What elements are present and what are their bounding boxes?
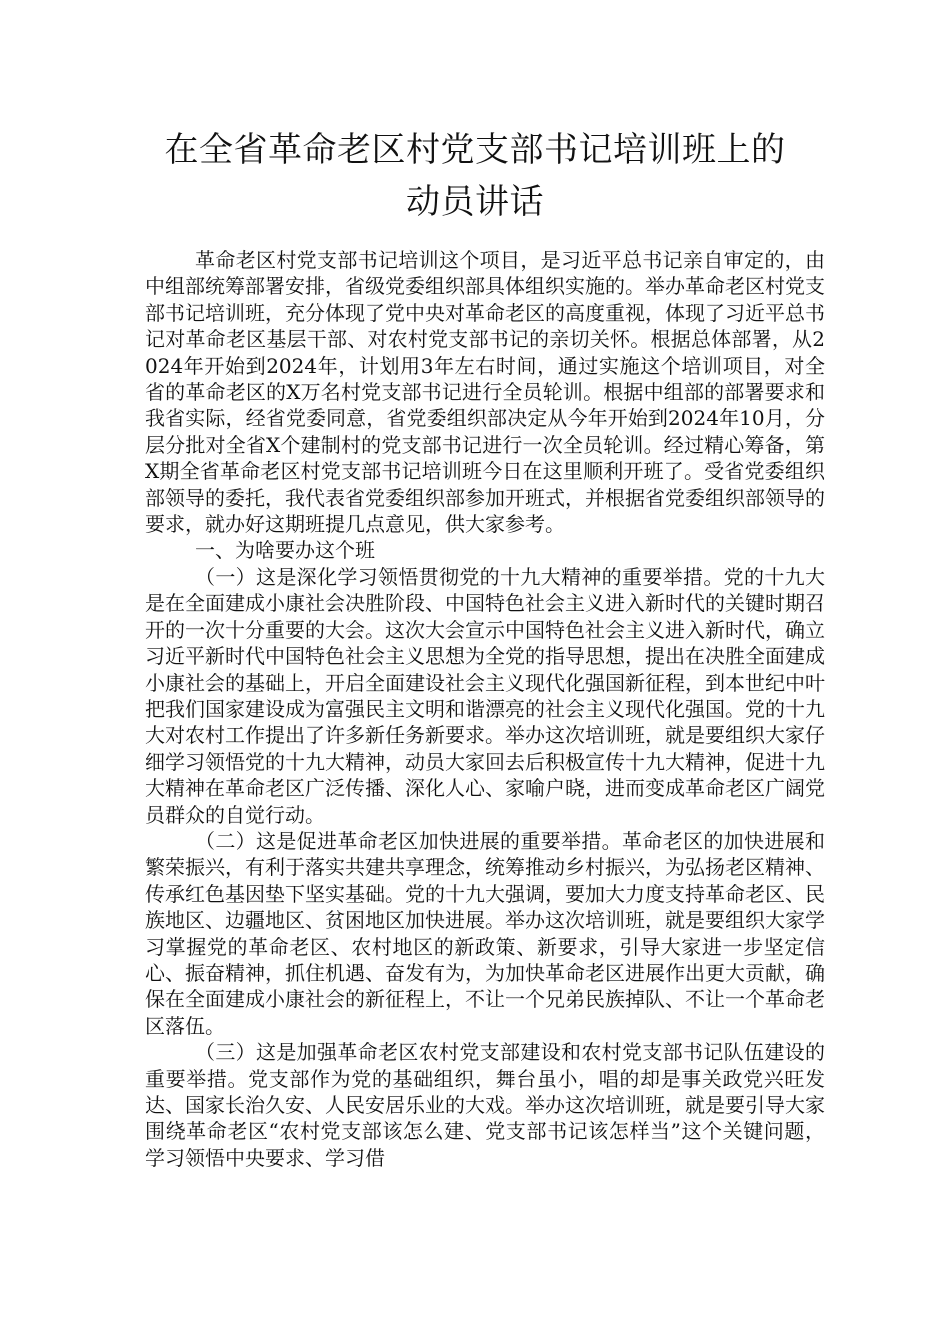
document-body [145,247,825,1171]
document-title [120,124,830,228]
paragraph-intro: 革命老区村党支部书记培训这个项目，是习近平总书记亲自审定的，由中组部统筹部署安排，省级党委组织部具体组织实施的。举办革命老区村党支部书记培训班，充分体现了党中央对革命老区的高度重视，体现了习近平总书记对革命老区基层干部、对农村党支部书记的亲切关怀。根据总体部署，从2024年开始到2024年，计划用3年左右时间，通过实施这个培训项目，对全省的革命老区的X万名村党支部书记进行全员轮训。根据中组部的部署要求和我省实际，经省党委同意，省党委组织部决定从今年开始到2024年10月，分层分批对全省X个建制村的党支部书记进行一次全员轮训。经过精心筹备，第X期全省革命老区村党支部书记培训班今日在这里顺利开班了。受省党委组织部领导的委托，我代表省党委组织部参加开班式，并根据省党委组织部领导的要求，就办好这期班提几点意见，供大家参考。 [145,248,825,537]
paragraph-point-2: （二）这是促进革命老区加快进展的重要举措。革命老区的加快进展和繁荣振兴，有利于落实共建共享理念，统筹推动乡村振兴，为弘扬老区精神、传承红色基因垫下坚实基础。党的十九大强调，要加大力度支持革命老区、民族地区、边疆地区、贫困地区加快进展。举办这次培训班，就是要组织大家学习掌握党的革命老区、农村地区的新政策、新要求，引导大家进一步坚定信心、振奋精神，抓住机遇、奋发有为，为加快革命老区进展作出更大贡献，确保在全面建成小康社会的新征程上，不让一个兄弟民族掉队、不让一个革命老区落伍。 [145,828,825,1038]
section-heading-1: 一、为啥要办这个班 [195,538,375,563]
title-line-2: 动员讲话 [406,182,544,222]
title-line-1: 在全省革命老区村党支部书记培训班上的 [164,130,786,170]
paragraph-point-3: （三）这是加强革命老区农村党支部建设和农村党支部书记队伍建设的重要举措。党支部作为党的基础组织，舞台虽小，唱的却是事关政党兴旺发达、国家长治久安、人民安居乐业的大戏。举办这次培训班，就是要引导大家围绕革命老区“农村党支部该怎么建、党支部书记该怎样当”这个关键问题，学习领悟中央要求、学习借 [145,1040,825,1170]
paragraph-point-1: （一）这是深化学习领悟贯彻党的十九大精神的重要举措。党的十九大是在全面建成小康社会决胜阶段、中国特色社会主义进入新时代的关键时期召开的一次十分重要的大会。这次大会宣示中国特色社会主义进入新时代，确立习近平新时代中国特色社会主义思想为全党的指导思想，提出在决胜全面建成小康社会的基础上，开启全面建设社会主义现代化强国新征程，到本世纪中叶把我们国家建设成为富强民主文明和谐漂亮的社会主义现代化强国。党的十九大对农村工作提出了许多新任务新要求。举办这次培训班，就是要组织大家仔细学习领悟党的十九大精神，动员大家回去后积极宣传十九大精神，促进十九大精神在革命老区广泛传播、深化人心、家喻户晓，进而变成革命老区广阔党员群众的自觉行动。 [145,564,825,827]
